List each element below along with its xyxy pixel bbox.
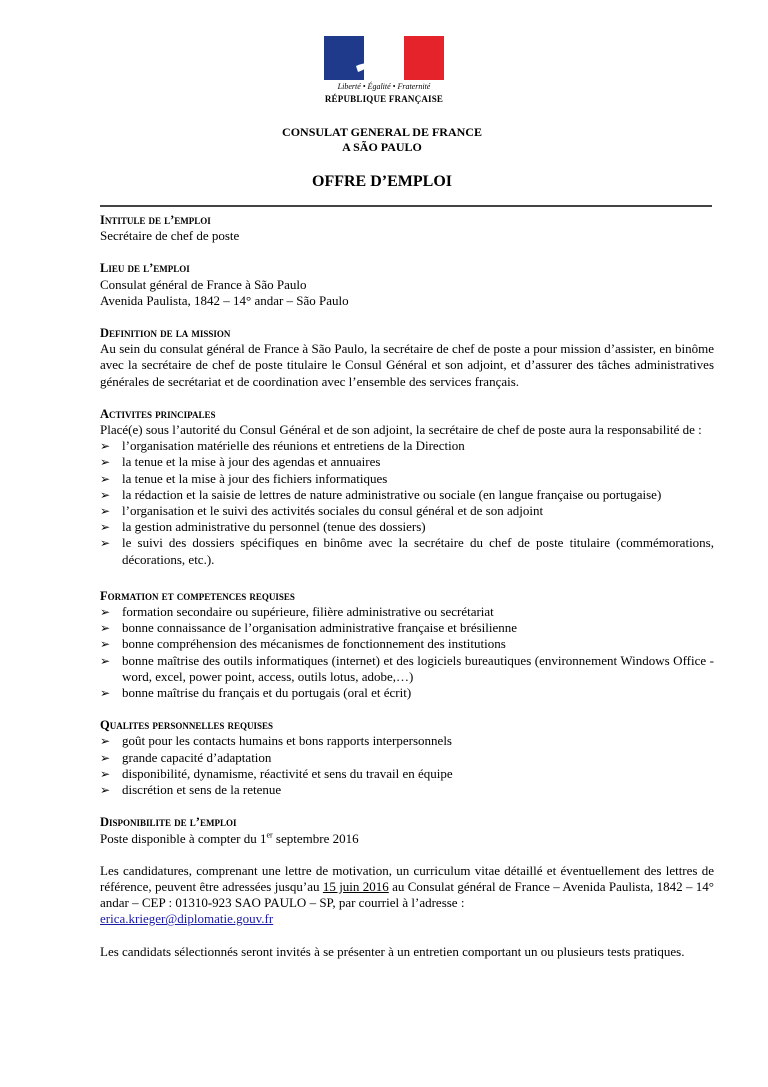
section-definition [100,325,714,390]
arrow-bullet-icon: ➢ [100,605,111,620]
list-item: ➢ bonne compréhension des mécanismes de fonctionnement des institutions [100,636,506,652]
list-item: ➢ la tenue et la mise à jour des fichiers informatiques [100,470,388,486]
arrow-bullet-icon: ➢ [100,637,111,652]
consulate-city: A SÃO PAULO [342,140,422,154]
section-title: Formation et competences requises [100,588,295,603]
arrow-bullet-icon: ➢ [100,439,111,454]
list-item: ➢ la gestion administrative du personnel (tenue des dossiers) [100,519,426,535]
header-divider [100,205,712,207]
location-line: Consulat général de France à São Paulo [100,276,307,292]
section-activites [100,406,714,568]
job-title-value: Secrétaire de chef de poste [100,228,240,244]
applications-paragraph: Les candidatures, comprenant une lettre de motivation, un curriculum vitae détaillé et éventuellement des lettres de référence, peuvent être adressées jusqu’au 15 juin 2016 au Consulat général de France – Avenida Paulista, 1842 – 14° andar – CEP : 01310-923 SAO PAULO – SP, par courriel à l’adresse : erica.krieger@diplomatie.gouv.fr [100,862,715,927]
arrow-bullet-icon: ➢ [100,783,111,798]
qualities-list [100,733,714,798]
consulate-name: CONSULAT GENERAL DE FRANCE [282,125,482,139]
section-qualites [100,717,714,798]
list-item: ➢ bonne maîtrise du français et du portugais (oral et écrit) [100,685,412,701]
availability-text: Poste disponible à compter du 1er septembre 2016 [100,830,359,846]
arrow-bullet-icon: ➢ [100,520,111,535]
activities-list [100,438,714,568]
formation-list [100,604,714,701]
arrow-bullet-icon: ➢ [100,750,111,765]
arrow-bullet-icon: ➢ [100,734,111,749]
list-item: ➢ disponibilité, dynamisme, réactivité et sens du travail en équipe [100,765,453,781]
section-title: Lieu de l’emploi [100,261,190,276]
document-title: OFFRE D’EMPLOI [312,173,452,190]
republique-francaise-label: RÉPUBLIQUE FRANÇAISE [324,94,444,104]
arrow-bullet-icon: ➢ [100,621,111,636]
motto: Liberté • Égalité • Fraternité [337,82,431,91]
section-lieu [100,260,714,309]
activities-intro: Placé(e) sous l’autorité du Consul Général et de son adjoint, la secrétaire de chef de poste aura la responsabilité de : [100,422,702,438]
deadline-date: 15 juin 2016 [322,878,389,894]
list-item: ➢ grande capacité d’adaptation [100,749,272,765]
list-item: ➢ l’organisation et le suivi des activités sociales du consul général et de son adjoint [100,503,544,519]
closing-paragraph: Les candidats sélectionnés seront invités à se présenter à un entretien comportant un ou plusieurs tests pratiques. [100,943,685,959]
list-item: ➢ formation secondaire ou supérieure, filière administrative ou secrétariat [100,604,494,620]
contact-email-link[interactable]: erica.krieger@diplomatie.gouv.fr [100,911,274,927]
list-item: ➢ le suivi des dossiers spécifiques en binôme avec la secrétaire du chef de poste titulaire (commémorations, décorations, etc.). [100,535,714,567]
marianne-profile-icon [346,36,426,80]
section-formation [100,588,714,701]
arrow-bullet-icon: ➢ [100,504,111,519]
list-item: ➢ l’organisation matérielle des réunions et entretiens de la Direction [100,438,465,454]
section-title: Disponibilite de l’emploi [100,815,237,830]
arrow-bullet-icon: ➢ [100,487,111,502]
section-intitule [100,212,714,244]
address-line: Avenida Paulista, 1842 – 14° andar – São Paulo [100,292,349,308]
section-title: Intitule de l’emploi [100,213,211,227]
list-item: ➢ discrétion et sens de la retenue [100,782,282,798]
list-item: ➢ la rédaction et la saisie de lettres de nature administrative ou sociale (en langue française ou portugaise) [100,486,662,502]
list-item: ➢ la tenue et la mise à jour des agendas et annuaires [100,454,381,470]
list-item: ➢ bonne maîtrise des outils informatiques (internet) et des logiciels bureautiques (environnement Windows Office - word, excel, power point, access, outils lotus, adobe,…) [100,652,714,684]
section-title: Qualites personnelles requises [100,718,274,733]
arrow-bullet-icon: ➢ [100,455,111,470]
arrow-bullet-icon: ➢ [100,653,111,668]
arrow-bullet-icon: ➢ [100,536,111,551]
republique-francaise-logo [324,36,444,112]
section-disponibilite [100,814,714,846]
section-title: Definition de la mission [100,326,231,341]
arrow-bullet-icon: ➢ [100,766,111,781]
section-title: Activites principales [100,406,216,421]
list-item: ➢ bonne connaissance de l’organisation administrative française et brésilienne [100,620,518,636]
arrow-bullet-icon: ➢ [100,686,111,701]
document-body [100,212,714,960]
mission-text: Au sein du consulat général de France à São Paulo, la secrétaire de chef de poste a pour mission d’assister, en binôme avec la secrétaire de chef de poste titulaire le Consul Général et son adjoint, et d’assurer des tâches administratives générales de secrétariat et de coordination avec l’ensemble des services français. [100,341,714,389]
list-item: ➢ goût pour les contacts humains et bons rapports interpersonnels [100,733,452,749]
arrow-bullet-icon: ➢ [100,471,111,486]
